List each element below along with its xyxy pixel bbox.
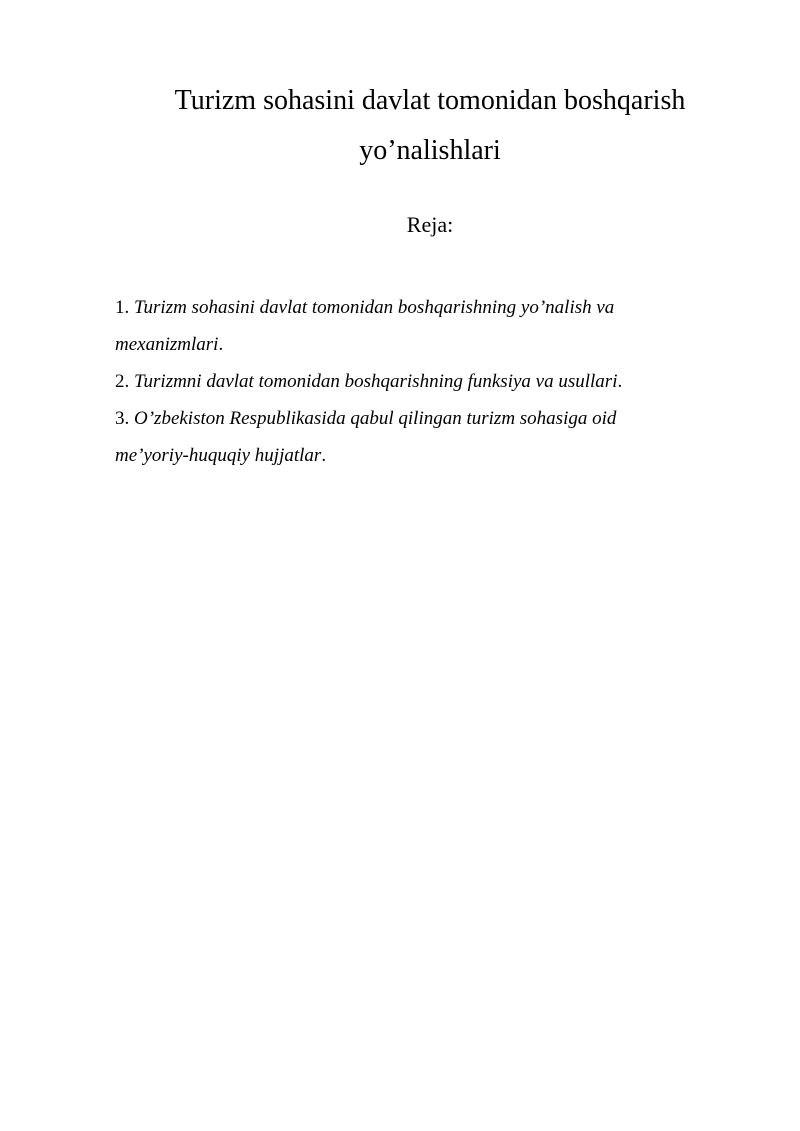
plan-item-period: . xyxy=(218,334,224,355)
plan-item xyxy=(115,400,715,474)
plan-item-period: . xyxy=(321,445,327,466)
title-line-1: Turizm sohasini davlat tomonidan boshqarish xyxy=(174,85,686,116)
title-line-2: yo’nalishlari xyxy=(359,135,501,166)
plan-item-number: 1. xyxy=(115,297,130,318)
plan-item xyxy=(115,289,715,363)
plan-item-period: . xyxy=(617,371,623,392)
plan-list xyxy=(115,289,715,474)
plan-item xyxy=(115,363,715,400)
plan-item-text-continued: mexanizmlari xyxy=(115,334,219,355)
plan-item-text: Turizmni davlat tomonidan boshqarishning funksiya va usullari xyxy=(134,371,618,392)
plan-heading: Reja: xyxy=(406,212,454,237)
plan-item-text: O’zbekiston Respublikasida qabul qilingan turizm sohasiga oid xyxy=(134,408,617,429)
document-title xyxy=(100,76,760,176)
plan-item-number: 2. xyxy=(115,371,130,392)
plan-item-number: 3. xyxy=(115,408,130,429)
plan-item-text-continued: me’yoriy-huquqiy hujjatlar xyxy=(115,445,322,466)
plan-item-text: Turizm sohasini davlat tomonidan boshqarishning yo’nalish va xyxy=(134,297,615,318)
